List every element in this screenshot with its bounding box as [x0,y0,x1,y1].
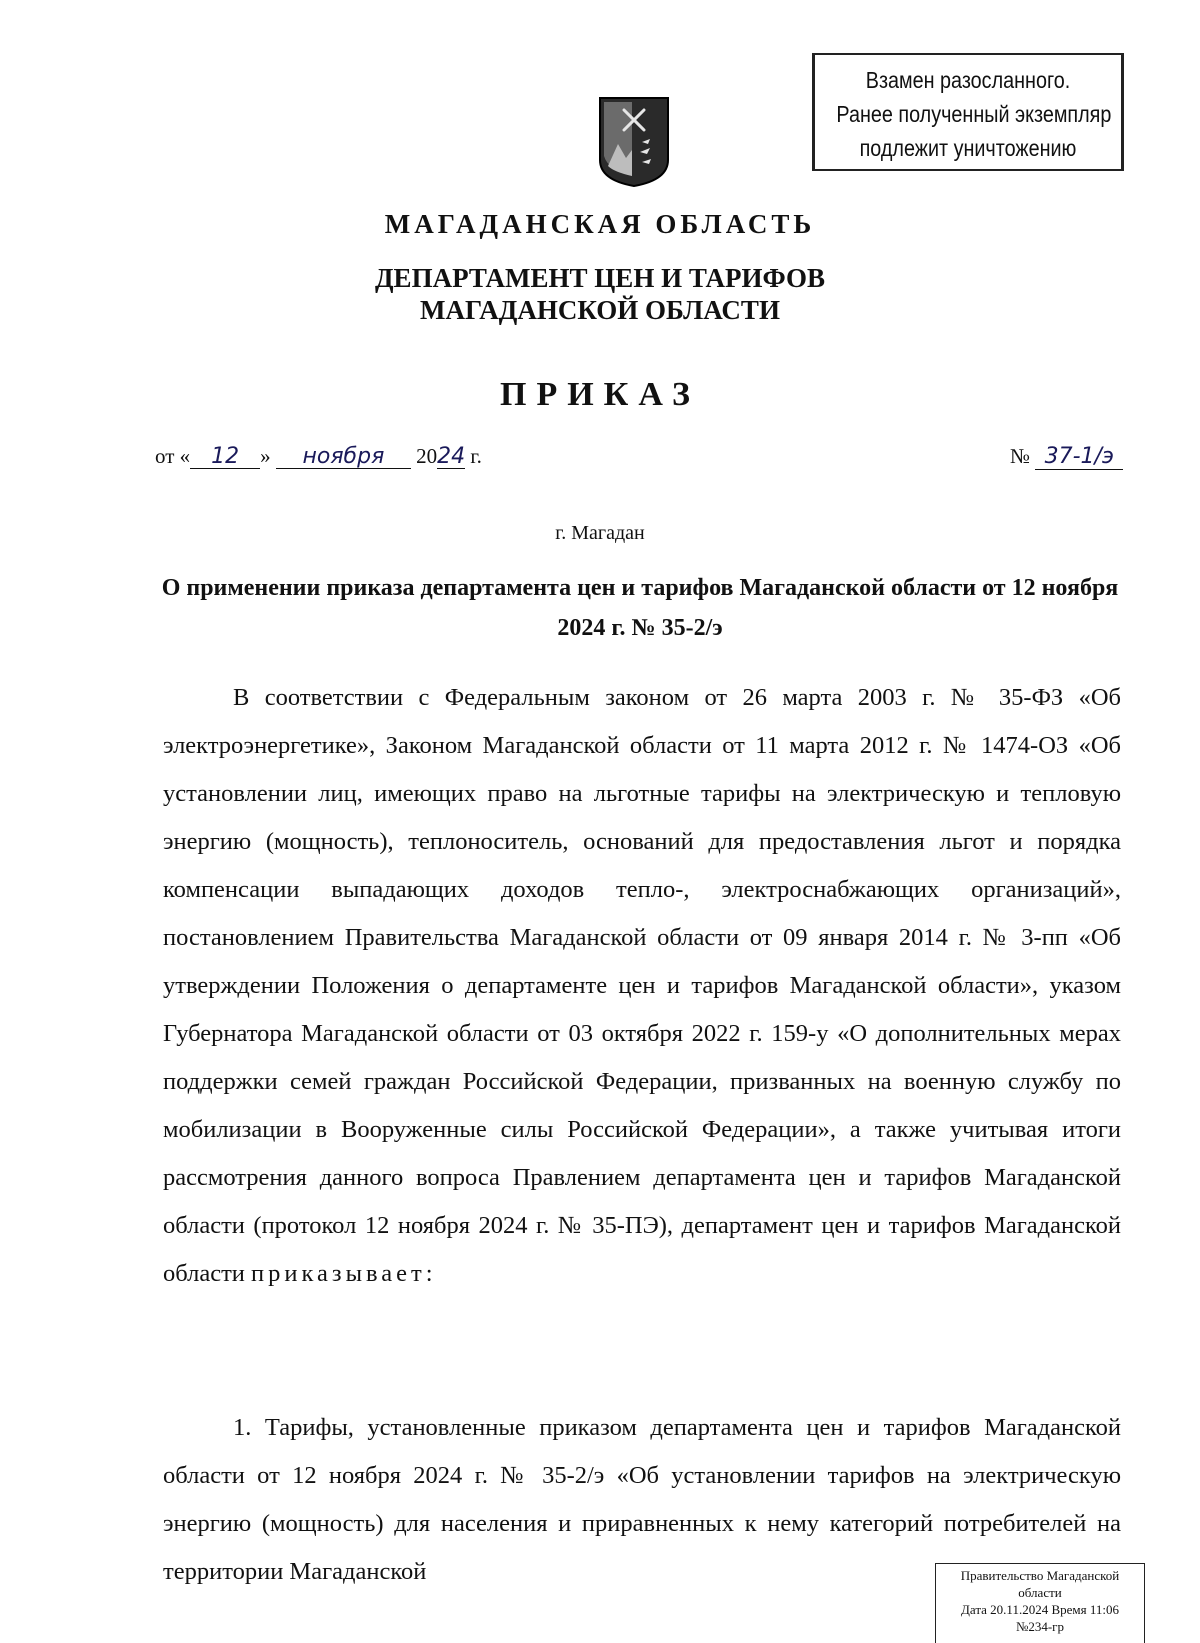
magadan-coat-of-arms-icon [598,96,670,188]
registration-line-3: Дата 20.11.2024 Время 11:06 [961,1602,1119,1617]
date-year-prefix: 20 [416,444,438,468]
resent-stamp [812,53,1124,171]
preamble-text: В соответствии с Федеральным законом от 26 марта 2003 г. № 35-ФЗ «Об электроэнергетике», Законом Магаданской области от 11 марта 2012 г. № 1474-ОЗ «Об установлении лиц, имеющих право на льготные тарифы на электрическую и тепловую энергию (мощность), теплоноситель, оснований для предоставления льгот и порядка компенсации выпадающих доходов тепло-, электроснабжающих организаций», постановлением Правительства Магаданской области от 09 января 2014 г. № 3-пп «Об утверждении Положения о департаменте цен и тарифов Магаданской области», указом Губернатора Магаданской области от 03 октября 2022 г. 159-у «О дополнительных мерах поддержки семей граждан Российской Федерации, призванных на военную службу по мобилизации в Вооруженные силы Российской Федерации», а также учитывая итоги рассмотрения данного вопроса Правлением департамента цен и тарифов Магаданской области (протокол 12 ноября 2024 г. № 35-ПЭ), департамент цен и тарифов Магаданской области [163,684,1121,1287]
city: г. Магадан [555,522,645,544]
stamp-line-3: подлежит уничтожению [859,135,1077,161]
date-year-end: г. [470,444,482,468]
registration-line-2: области [1018,1585,1062,1600]
document-title: О применении приказа департамента цен и тарифов Магаданской области от 12 ноября 2024 г. № 35-2/э [161,575,1119,641]
date-year-suffix: 24 [437,444,466,469]
preamble-verb: приказывает: [251,1260,437,1287]
stamp-line-2: Ранее полученный экземпляр [836,101,1112,127]
region-heading: МАГАДАНСКАЯ ОБЛАСТЬ [384,209,816,239]
document-type: ПРИКАЗ [500,376,700,413]
date-mid: » [260,444,271,468]
department-heading [0,262,1200,326]
date-day: 12 [190,446,260,469]
date-line [155,444,482,469]
date-month: ноября [276,446,411,469]
department-line-2: МАГАДАНСКОЙ ОБЛАСТИ [420,295,780,325]
registration-line-4: №234-гр [1015,1619,1065,1634]
paragraph-preamble [163,674,1121,1298]
order-number: 37-1/э [1035,444,1123,470]
order-number-line [1010,444,1123,470]
department-line-1: ДЕПАРТАМЕНТ ЦЕН И ТАРИФОВ [374,263,826,293]
date-prefix: от « [155,444,191,468]
registration-line-1: Правительство Магаданской [960,1568,1120,1583]
order-number-label: № [1010,444,1031,468]
stamp-line-1: Взамен разосланного. [865,67,1071,93]
paragraph-1: 1. Тарифы, установленные приказом департамента цен и тарифов Магаданской области от 12 ноября 2024 г. № 35-2/э «Об установлении тарифов на электрическую энергию (мощность) для населения и приравненных к нему категорий потребителей на территории Магаданской [163,1414,1121,1585]
registration-stamp [935,1563,1145,1643]
